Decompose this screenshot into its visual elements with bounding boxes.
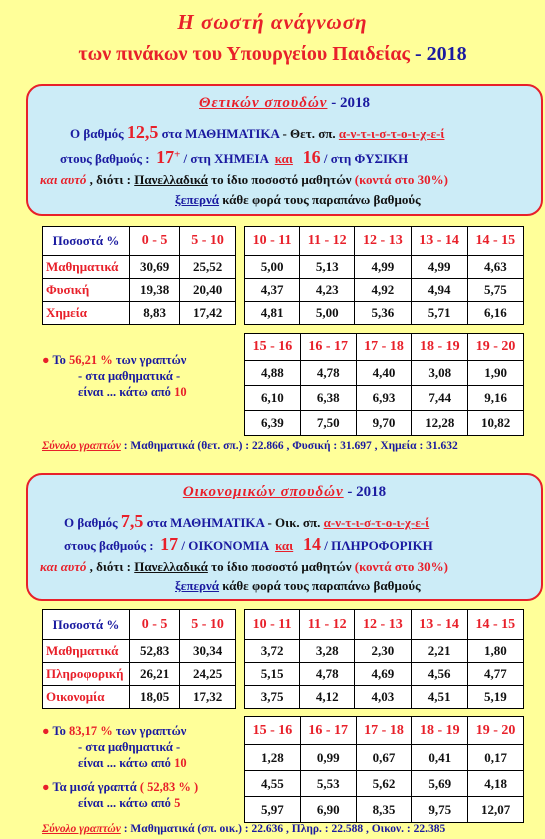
value-cell: 2,30 bbox=[355, 640, 411, 663]
header-cell: 11 - 12 bbox=[300, 610, 355, 640]
science-line-2: στους βαθμούς : 17+ / στη ΧΗΜΕΙΑ και 16 / στη ΦΥΣΙΚΗ bbox=[60, 147, 409, 167]
economics-note-2: ● Τα μισά γραπτά ( 52,83 % ) bbox=[42, 780, 199, 794]
value-cell: 5,36 bbox=[355, 302, 411, 325]
economics-info-box bbox=[26, 473, 543, 601]
value-cell: 4,51 bbox=[411, 686, 467, 709]
value-cell: 5,13 bbox=[300, 256, 355, 279]
subtitle-text: των πινάκων του Υπουργείου Παιδείας bbox=[78, 43, 410, 65]
value-cell: 1,80 bbox=[467, 640, 523, 663]
economics-line-3: και αυτό , διότι : Πανελλαδικά το ίδιο ποσοστό μαθητών (κοντά στο 30%) bbox=[40, 559, 448, 574]
page-subtitle bbox=[0, 43, 545, 66]
header-cell: Ποσοστά % bbox=[43, 227, 130, 256]
header-cell: 16 - 17 bbox=[300, 334, 356, 361]
value-cell: 4,03 bbox=[355, 686, 411, 709]
header-cell: 19 - 20 bbox=[468, 717, 524, 745]
value-cell: 7,44 bbox=[412, 386, 468, 411]
science-line-3: και αυτό , διότι : Πανελλαδικά το ίδιο ποσοστό μαθητών (κοντά στο 30%) bbox=[40, 172, 448, 187]
row-label: Φυσική bbox=[43, 279, 130, 302]
header-cell: 0 - 5 bbox=[130, 610, 180, 640]
economics-line-1: Ο βαθμός 7,5 στα ΜΑΘΗΜΑΤΙΚΑ - Οικ. σπ. α-ν-τ-ι-σ-τ-ο-ι-χ-ε-ί bbox=[64, 511, 430, 531]
value-cell: 5,75 bbox=[467, 279, 523, 302]
economics-note-1: ● Το 83,17 % των γραπτών bbox=[42, 724, 187, 738]
value-cell: 9,70 bbox=[356, 411, 412, 436]
value-cell: 18,05 bbox=[130, 686, 180, 709]
value-cell: 4,99 bbox=[411, 256, 467, 279]
value-cell: 1,90 bbox=[468, 361, 524, 386]
value-cell: 26,21 bbox=[130, 663, 180, 686]
subtitle-dash: - bbox=[409, 43, 427, 65]
header-cell: 11 - 12 bbox=[300, 227, 355, 256]
economics-footer: Σύνολο γραπτών : Μαθηματικά (σπ. οικ.) : 22.636 , Πληρ. : 22.588 , Οικον. : 22.385 bbox=[42, 823, 446, 835]
value-cell: 24,25 bbox=[180, 663, 236, 686]
value-cell: 4,40 bbox=[356, 361, 412, 386]
value-cell: 30,69 bbox=[130, 256, 180, 279]
header-cell: 15 - 16 bbox=[245, 717, 301, 745]
value-cell: 0,41 bbox=[412, 745, 468, 771]
header-cell: 0 - 5 bbox=[130, 227, 180, 256]
page-title: Η σωστή ανάγνωση bbox=[177, 10, 368, 34]
header-cell: 17 - 18 bbox=[356, 334, 412, 361]
science-note: ● Το 56,21 % των γραπτών bbox=[42, 353, 187, 367]
value-cell: 5,15 bbox=[245, 663, 300, 686]
header-cell: 10 - 11 bbox=[245, 227, 300, 256]
science-table-high bbox=[244, 333, 524, 436]
value-cell: 4,78 bbox=[300, 663, 355, 686]
science-heading: Θετικών σπουδών - 2018 bbox=[199, 95, 370, 111]
value-cell: 7,50 bbox=[300, 411, 356, 436]
value-cell: 5,71 bbox=[411, 302, 467, 325]
value-cell: 30,34 bbox=[180, 640, 236, 663]
science-note-line3: είναι ... κάτω από 10 bbox=[78, 385, 187, 399]
value-cell: 4,55 bbox=[245, 771, 301, 797]
economics-table-mid bbox=[244, 609, 524, 709]
value-cell: 4,23 bbox=[300, 279, 355, 302]
science-table-mid bbox=[244, 226, 524, 325]
row-label: Χημεία bbox=[43, 302, 130, 325]
header-cell: 18 - 19 bbox=[412, 717, 468, 745]
header-cell: 12 - 13 bbox=[355, 227, 411, 256]
value-cell: 8,35 bbox=[356, 797, 412, 823]
value-cell: 4,37 bbox=[245, 279, 300, 302]
economics-note-2-line3: είναι ... κάτω από 5 bbox=[78, 796, 181, 810]
header-cell: 14 - 15 bbox=[467, 610, 523, 640]
value-cell: 4,92 bbox=[355, 279, 411, 302]
value-cell: 3,28 bbox=[300, 640, 355, 663]
value-cell: 10,82 bbox=[468, 411, 524, 436]
value-cell: 0,99 bbox=[300, 745, 356, 771]
value-cell: 1,28 bbox=[245, 745, 301, 771]
value-cell: 4,77 bbox=[467, 663, 523, 686]
value-cell: 12,28 bbox=[412, 411, 468, 436]
value-cell: 6,16 bbox=[467, 302, 523, 325]
row-label: Πληροφορική bbox=[43, 663, 130, 686]
science-note-line2: - στα μαθηματικά - bbox=[78, 369, 181, 383]
value-cell: 6,10 bbox=[245, 386, 301, 411]
value-cell: 19,38 bbox=[130, 279, 180, 302]
economics-heading: Οικονομικών σπουδών - 2018 bbox=[182, 484, 387, 500]
value-cell: 9,16 bbox=[468, 386, 524, 411]
header-cell: 14 - 15 bbox=[467, 227, 523, 256]
value-cell: 4,56 bbox=[411, 663, 467, 686]
value-cell: 17,32 bbox=[180, 686, 236, 709]
value-cell: 9,75 bbox=[412, 797, 468, 823]
value-cell: 4,78 bbox=[300, 361, 356, 386]
value-cell: 3,75 bbox=[245, 686, 300, 709]
value-cell: 5,69 bbox=[412, 771, 468, 797]
header-cell: 17 - 18 bbox=[356, 717, 412, 745]
header-cell: 15 - 16 bbox=[245, 334, 301, 361]
header-cell: 5 - 10 bbox=[180, 227, 236, 256]
economics-line-2: στους βαθμούς : 17 / ΟΙΚΟΝΟΜΙΑ και 14 / ΠΛΗΡΟΦΟΡΙΚΗ bbox=[64, 534, 433, 554]
science-line-1: Ο βαθμός 12,5 στα ΜΑΘΗΜΑΤΙΚΑ - Θετ. σπ. α-ν-τ-ι-σ-τ-ο-ι-χ-ε-ί bbox=[70, 122, 445, 142]
science-info-box bbox=[26, 84, 543, 216]
value-cell: 3,72 bbox=[245, 640, 300, 663]
value-cell: 20,40 bbox=[180, 279, 236, 302]
value-cell: 5,00 bbox=[245, 256, 300, 279]
economics-note-1-line2: - στα μαθηματικά - bbox=[78, 740, 181, 754]
value-cell: 4,18 bbox=[468, 771, 524, 797]
value-cell: 25,52 bbox=[180, 256, 236, 279]
science-footer: Σύνολο γραπτών : Μαθηματικά (θετ. σπ.) : 22.866 , Φυσική : 31.697 , Χημεία : 31.632 bbox=[42, 440, 458, 452]
header-cell: 13 - 14 bbox=[411, 610, 467, 640]
value-cell: 5,00 bbox=[300, 302, 355, 325]
value-cell: 3,08 bbox=[412, 361, 468, 386]
value-cell: 4,69 bbox=[355, 663, 411, 686]
value-cell: 5,53 bbox=[300, 771, 356, 797]
value-cell: 0,67 bbox=[356, 745, 412, 771]
value-cell: 2,21 bbox=[411, 640, 467, 663]
row-label: Μαθηματικά bbox=[43, 256, 130, 279]
header-cell: 13 - 14 bbox=[411, 227, 467, 256]
value-cell: 6,38 bbox=[300, 386, 356, 411]
value-cell: 17,42 bbox=[180, 302, 236, 325]
header-cell: 12 - 13 bbox=[355, 610, 411, 640]
header-cell: 19 - 20 bbox=[468, 334, 524, 361]
value-cell: 4,94 bbox=[411, 279, 467, 302]
value-cell: 12,07 bbox=[468, 797, 524, 823]
economics-note-1-line3: είναι ... κάτω από 10 bbox=[78, 756, 187, 770]
subtitle-year: 2018 bbox=[426, 43, 467, 65]
value-cell: 4,81 bbox=[245, 302, 300, 325]
value-cell: 6,90 bbox=[300, 797, 356, 823]
value-cell: 4,63 bbox=[467, 256, 523, 279]
value-cell: 4,99 bbox=[355, 256, 411, 279]
economics-table-low bbox=[42, 609, 236, 709]
value-cell: 0,17 bbox=[468, 745, 524, 771]
header-cell: 10 - 11 bbox=[245, 610, 300, 640]
row-label: Μαθηματικά bbox=[43, 640, 130, 663]
economics-line-4: ξεπερνά κάθε φορά τους παραπάνω βαθμούς bbox=[175, 578, 421, 593]
row-label: Οικονομία bbox=[43, 686, 130, 709]
economics-table-high bbox=[244, 716, 524, 823]
header-cell: Ποσοστά % bbox=[43, 610, 130, 640]
header-cell: 5 - 10 bbox=[180, 610, 236, 640]
value-cell: 5,19 bbox=[467, 686, 523, 709]
science-table-low bbox=[42, 226, 236, 325]
header-cell: 18 - 19 bbox=[412, 334, 468, 361]
header-cell: 16 - 17 bbox=[300, 717, 356, 745]
value-cell: 4,12 bbox=[300, 686, 355, 709]
value-cell: 4,88 bbox=[245, 361, 301, 386]
value-cell: 5,62 bbox=[356, 771, 412, 797]
value-cell: 5,97 bbox=[245, 797, 301, 823]
value-cell: 6,93 bbox=[356, 386, 412, 411]
value-cell: 6,39 bbox=[245, 411, 301, 436]
value-cell: 52,83 bbox=[130, 640, 180, 663]
value-cell: 8,83 bbox=[130, 302, 180, 325]
science-line-4: ξεπερνά κάθε φορά τους παραπάνω βαθμούς bbox=[175, 192, 421, 207]
